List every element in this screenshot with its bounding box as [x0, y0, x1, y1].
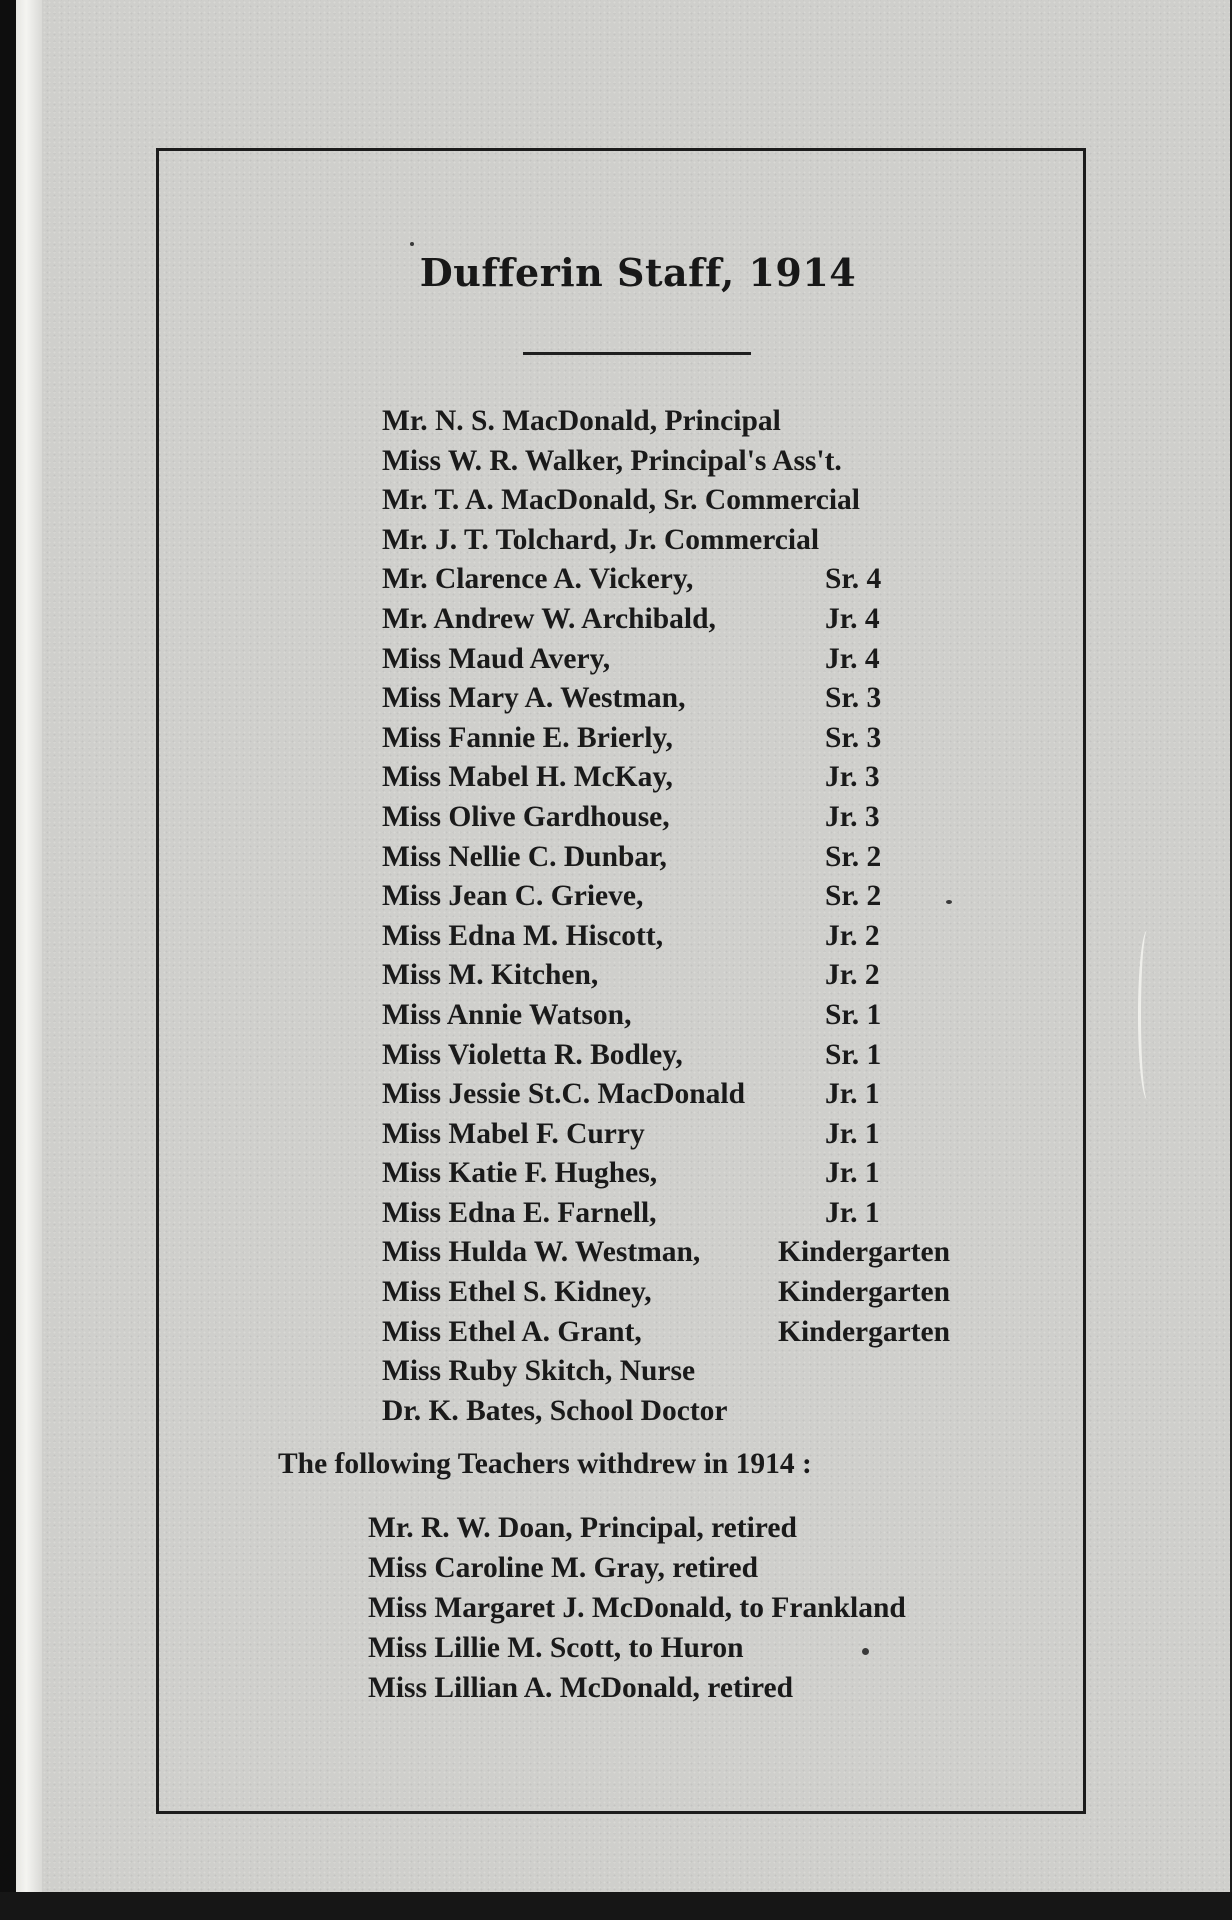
staff-grade: Sr. 1 [825, 1038, 882, 1071]
staff-grade: Sr. 4 [825, 563, 882, 596]
staff-grade: Jr. 3 [825, 800, 880, 833]
staff-name: Miss Mabel H. McKay, [382, 761, 673, 794]
staff-name: Miss Jessie St.C. MacDonald [382, 1078, 746, 1111]
staff-grade: Jr. 1 [825, 1117, 880, 1150]
staff-row [382, 1075, 1022, 1115]
staff-name: Miss Fannie E. Brierly, [382, 721, 673, 754]
staff-name: Mr. J. T. Tolchard, Jr. Commercial [382, 523, 820, 556]
staff-row [382, 917, 1022, 957]
staff-row [382, 481, 1022, 521]
staff-row [382, 1154, 1022, 1194]
withdrew-list [368, 1508, 906, 1708]
staff-grade: Kindergarten [778, 1236, 951, 1269]
staff-name: Miss Mary A. Westman, [382, 682, 686, 715]
staff-name: Mr. T. A. MacDonald, Sr. Commercial [382, 484, 860, 517]
staff-grade: Jr. 1 [825, 1157, 880, 1190]
ink-speck [946, 900, 952, 904]
staff-name: Miss Hulda W. Westman, [382, 1236, 701, 1269]
staff-row [382, 1194, 1022, 1234]
staff-grade: Kindergarten [778, 1276, 951, 1309]
page-title: Dufferin Staff, 1914 [419, 250, 857, 295]
staff-name: Miss Mabel F. Curry [382, 1117, 645, 1150]
staff-grade: Kindergarten [778, 1315, 951, 1348]
staff-name: Miss Annie Watson, [382, 998, 632, 1031]
staff-list [382, 402, 1022, 1431]
staff-name: Miss Ethel S. Kidney, [382, 1276, 652, 1309]
staff-name: Miss Edna M. Hiscott, [382, 919, 664, 952]
staff-row [382, 679, 1022, 719]
staff-name: Miss W. R. Walker, Principal's Ass't. [382, 444, 842, 477]
staff-grade: Jr. 1 [825, 1078, 880, 1111]
staff-name: Miss Nellie C. Dunbar, [382, 840, 667, 873]
staff-name: Miss Ruby Skitch, Nurse [382, 1355, 696, 1388]
withdrew-item: Miss Caroline M. Gray, retired [368, 1552, 758, 1584]
staff-name: Dr. K. Bates, School Doctor [382, 1394, 728, 1427]
staff-grade: Jr. 2 [825, 919, 880, 952]
staff-name: Miss M. Kitchen, [382, 959, 599, 992]
staff-row [382, 956, 1022, 996]
withdrew-heading: The following Teachers withdrew in 1914 : [278, 1448, 812, 1480]
staff-row [382, 1352, 1022, 1392]
staff-name: Miss Jean C. Grieve, [382, 880, 644, 913]
staff-row [382, 719, 1022, 759]
staff-name: Miss Edna E. Farnell, [382, 1196, 657, 1229]
staff-grade: Sr. 2 [825, 880, 882, 913]
staff-grade: Jr. 2 [825, 959, 880, 992]
staff-grade: Sr. 3 [825, 682, 882, 715]
staff-grade: Jr. 4 [825, 602, 880, 635]
staff-grade: Sr. 1 [825, 998, 882, 1031]
staff-row [382, 521, 1022, 561]
staff-name: Miss Ethel A. Grant, [382, 1315, 642, 1348]
scan-bottom-margin [0, 1892, 1232, 1920]
ink-speck [862, 1648, 869, 1655]
staff-name: Miss Katie F. Hughes, [382, 1157, 658, 1190]
staff-grade: Jr. 1 [825, 1196, 880, 1229]
staff-row [382, 1233, 1022, 1273]
staff-name: Miss Olive Gardhouse, [382, 800, 670, 833]
withdrew-item: Miss Lillian A. McDonald, retired [368, 1672, 794, 1704]
staff-name: Miss Maud Avery, [382, 642, 611, 675]
staff-name: Mr. Andrew W. Archibald, [382, 602, 716, 635]
staff-row [382, 758, 1022, 798]
staff-row [382, 1273, 1022, 1313]
staff-row [382, 600, 1022, 640]
staff-row [382, 877, 1022, 917]
staff-row [382, 838, 1022, 878]
staff-name: Mr. N. S. MacDonald, Principal [382, 405, 781, 437]
staff-row [382, 442, 1022, 482]
paper-crease [1138, 930, 1157, 1100]
staff-name: Miss Violetta R. Bodley, [382, 1038, 683, 1071]
ink-speck [410, 242, 414, 246]
withdrew-item: Miss Margaret J. McDonald, to Frankland [368, 1592, 906, 1624]
withdrew-item: Miss Lillie M. Scott, to Huron [368, 1632, 744, 1664]
staff-grade: Sr. 3 [825, 721, 882, 754]
staff-grade: Jr. 3 [825, 761, 880, 794]
staff-row [382, 1313, 1022, 1353]
staff-row [382, 996, 1022, 1036]
staff-row [382, 798, 1022, 838]
staff-row [382, 1036, 1022, 1076]
staff-row [382, 1115, 1022, 1155]
staff-grade: Jr. 4 [825, 642, 880, 675]
staff-row [382, 560, 1022, 600]
staff-row [382, 402, 1022, 442]
staff-grade: Sr. 2 [825, 840, 882, 873]
staff-name: Mr. Clarence A. Vickery, [382, 563, 694, 596]
title-underline-rule [523, 352, 751, 355]
staff-row [382, 1392, 1022, 1432]
staff-row [382, 640, 1022, 680]
withdrew-item: Mr. R. W. Doan, Principal, retired [368, 1512, 797, 1544]
